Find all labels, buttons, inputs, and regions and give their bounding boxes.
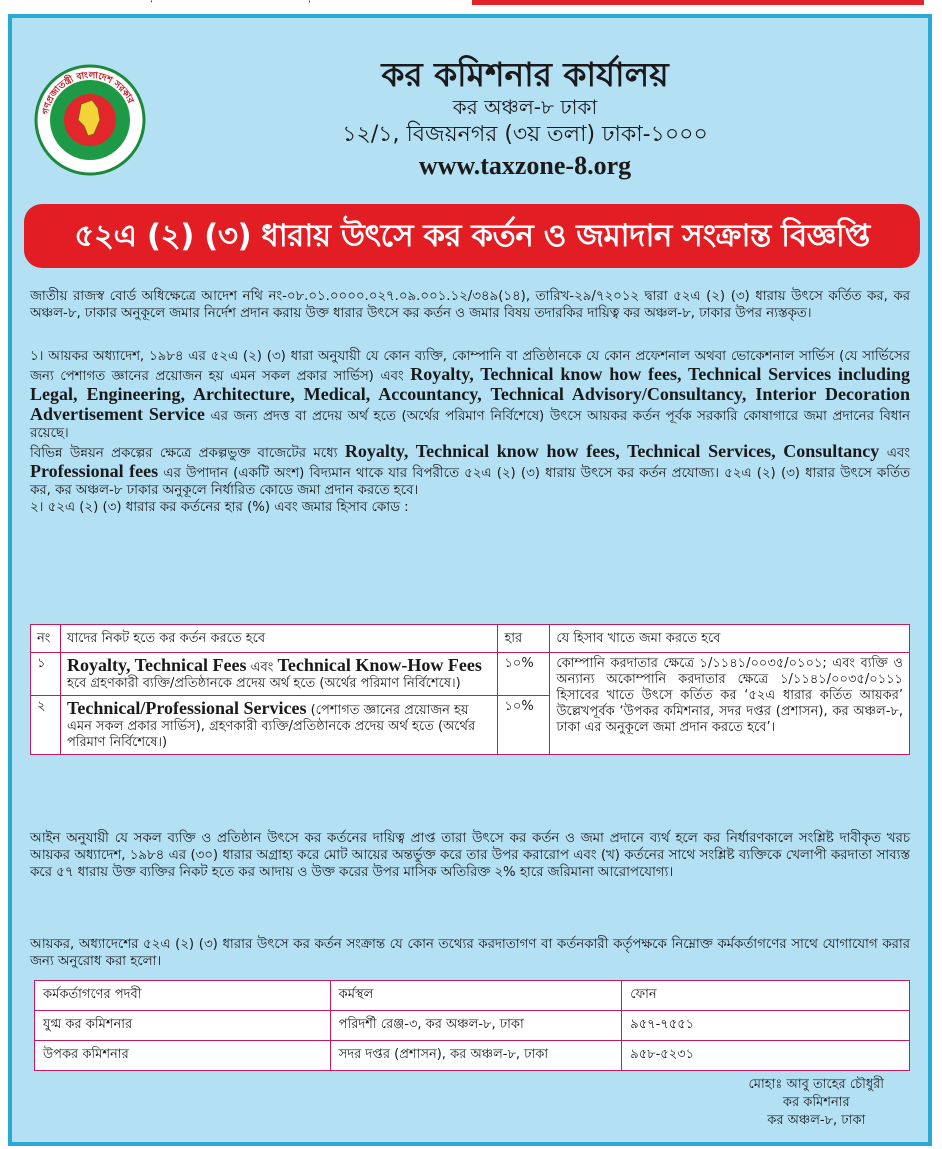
notice-panel [8,14,932,1146]
table-row [35,1011,910,1041]
contact-phone: ৯৫৭-৭৫৫১ [622,1011,910,1041]
row-no: ১ [31,653,61,696]
header-account: যে হিসাব খাতে জমা করতে হবে [550,625,910,653]
tax-zone: কর অঞ্চল-৮ ঢাকা [452,95,598,119]
provision-services-en: Royalty, Technical know how fees, Technical Services including Legal, Engineering, Architecture, Medical, Accountancy, Technical Advisory/Consultancy, Interior Decoration Advertisement Service [30,364,911,424]
table-row [35,1041,910,1071]
paragraph-contact-request: আয়কর, অধ্যাদেশের ৫২এ (২) (৩) ধারার উৎসে কর কর্তন সংক্রান্ত যে কোন তথ্যের করদাতাগণ বা কর্তনকারী কর্তৃপক্ষকে নিম্নোক্ত কর্মকর্তাগণের সাথে যোগাযোগ করার জন্য অনুরোধ করা হলো। [30,937,910,969]
row-description [60,696,497,755]
government-seal-icon [34,64,146,176]
website-link[interactable]: www.taxzone-8.org [418,151,632,180]
header-designation: কর্মকর্তাগণের পদবী [35,981,331,1011]
signature-block [749,1076,884,1130]
office-address: ১২/১, বিজয়নগর (৩য় তলা) ঢাকা-১০০০ [342,122,708,147]
project-rule: এর উপাদান (একটি অংশ) বিদ্যমান থাকে যার বিপরীতে ৫২এ (২) (৩) ধারায় উৎসে কর কর্তন প্রযোজ্য। ৫২এ (২) (৩) ধারার উৎসে কর্তিত কর, কর অঞ্চল-৮ ঢাকার অনুকূলে নির্ধারিত কোডে জমা প্রদান করতে হবে। [30,466,910,498]
row-service-en-2: Technical Know-How Fees [277,655,482,675]
header-phone: ফোন [622,981,910,1011]
contact-table-header [35,981,910,1011]
paragraph-authority: জাতীয় রাজস্ব বোর্ড অধিক্ষেত্রে আদেশ নথি নং-০৮.০১.০০০০.০২৭.০৯.০০১.১২/৩৪৯(১৪), তারিখ-২৯/৭২০১২ দ্বারা ৫২এ (২) (৩) ধারায় উৎসে কর্তিত কর, কর অঞ্চল-৮, ঢাকার অনুকূলে জমার নির্দেশ প্রদান করায় উক্ত ধারার উৎসে কর কর্তন ও জমার বিষয় তদারকির দায়িত্ব কর অঞ্চল-৮, ঢাকার উপর ন্যস্তকৃত। [30,289,910,321]
project-fees-en: Professional fees [30,461,159,481]
row-rate: ১০% [498,696,550,755]
contact-workplace: পরিদর্শী রেঞ্জ-৩, কর অঞ্চল-৮, ঢাকা [330,1011,622,1041]
deduction-rate-table [30,624,910,755]
row-detail: হবে গ্রহণকারী ব্যক্তি/প্রতিষ্ঠানকে প্রদেয় অর্থ হতে (অর্থের পরিমাণ নির্বিশেষে।) [66,676,461,691]
header-from-whom: যাদের নিকট হতে কর কর্তন করতে হবে [60,625,497,653]
paragraph-penalty: আইন অনুযায়ী যে সকল ব্যক্তি ও প্রতিষ্ঠান উৎসে কর কর্তনের দায়িত্ব প্রাপ্ত তারা উৎসে কর কর্তন ও জমা প্রদানে ব্যর্থ হলে কর নির্ধারণকালে সংশ্লিষ্ট দাবীকৃত খরচ আয়কর অধ্যাদেশ, ১৯৮৪ এর (৩০) ধারার অগ্রাহ্য করে মোট আয়ের অন্তর্ভুক্ত করে তার উপর করারোপ এবং (খ) কর্তনের সাথে সংশ্লিষ্ট ব্যক্তিকে খেলাপী করদাতা সাব্যস্ত করে ৫৭ ধারায় উক্ত ব্যক্তির নিকট হতে কর আদায় ও উক্ত করের উপর মাসিক অতিরিক্ত ২% হারে জরিমানা আরোপযোগ্য। [30,831,910,880]
notice-header [12,18,928,204]
row-rate: ১০% [498,653,550,696]
project-intro: বিভিন্ন উন্নয়ন প্রকল্পের ক্ষেত্রে প্রকল্পভুক্ত বাজেটের মধ্যে [30,446,338,461]
contact-designation: উপকর কমিশনার [35,1041,331,1071]
top-strip [0,0,942,10]
top-stub-right: ʼ [308,0,311,10]
provision-rule: এর জন্য প্রদত্ত বা প্রদেয় অর্থ হতে (অর্থের পরিমাণ নির্বিশেষে) উৎসে আয়কর কর্তন পূর্বক সরকারি কোষাগারে জমা প্রদানের বিধান রয়েছে। [30,409,910,441]
office-title: কর কমিশনার কার্যালয় [381,55,669,94]
provision-intro: ১। আয়কর অধ্যাদেশ, ১৯৮৪ এর ৫২এ (২) (৩) ধারা অনুযায়ী যে কোন ব্যক্তি, কোম্পানি বা প্রতিষ্ঠানকে যে কোন প্রফেশনাল অথবা ভোকেশনাল সার্ভিস (যে সার্ভিসের জন্য পেশাগত জ্ঞানের প্রয়োজন হয় এমন সকল প্রকার সার্ভিস) এবং [30,349,910,384]
rate-section-heading: ২। ৫২এ (২) (৩) ধারার কর কর্তনের হার (%) এবং জমার হিসাব কোড : [30,500,409,515]
signatory-name: মোহাঃ আবু তাহের চৌধুরী [748,1077,884,1092]
top-red-bar [472,0,924,5]
row-service-en: Technical/Professional Services [66,698,307,718]
rate-table-header [31,625,910,653]
contact-phone: ৯৫৮-৫২৩১ [622,1041,910,1071]
table-row [31,653,910,696]
contact-workplace: সদর দপ্তর (প্রশাসন), কর অঞ্চল-৮, ঢাকা [330,1041,622,1071]
header-rate: হার [498,625,550,653]
project-services-en: Royalty, Technical know how fees, Technical Services, Consultancy [344,441,880,461]
paragraph-provisions [30,348,910,516]
row-detail: (পেশাগত জ্ঞানের প্রয়োজন হয় এমন সকল প্রকার সার্ভিস), গ্রহণকারী ব্যক্তি/প্রতিষ্ঠানকে প্রদেয় অর্থ হতে (অর্থের পরিমাণ নির্বিশেষে।) [66,703,476,750]
header-no: নং [31,625,61,653]
row-and: এবং [250,660,274,675]
row-no: ২ [31,696,61,755]
notice-title-banner: ৫২এ (২) (৩) ধারায় উৎসে কর কর্তন ও জমাদান সংক্রান্ত বিজ্ঞপ্তি [24,204,920,268]
row-description [60,653,497,696]
contact-designation: যুগ্ম কর কমিশনার [35,1011,331,1041]
row-service-en: Royalty, Technical Fees [66,655,247,675]
top-stub-left: ʼ [150,0,153,10]
contact-table [34,980,910,1071]
project-and: এবং [886,446,910,461]
header-workplace: কর্মস্থল [330,981,622,1011]
signatory-title: কর কমিশনার [782,1095,850,1110]
account-codes: কোম্পানি করদাতার ক্ষেত্রে ১/১১৪১/০০৩৫/০১০১; এবং ব্যক্তি ও অন্যান্য অকোম্পানি করদাতার ক্ষেত্রে ১/১১৪১/০০৩৫/০১১১ হিসাবের খাতে উৎসে কর্তিত কর ‘৫২এ ধারার কর্তিত আয়কর’ উল্লেখপূর্বক ‘উপকর কমিশনার, সদর দপ্তর (প্রশাসন), কর অঞ্চল-৮, ঢাকা এর অনুকূলে জমা প্রদান করতে হবে’। [550,653,910,755]
seal-text: গণপ্রজাতন্ত্রী বাংলাদেশ সরকার [41,70,136,116]
signatory-office: কর অঞ্চল-৮, ঢাকা [767,1113,866,1128]
